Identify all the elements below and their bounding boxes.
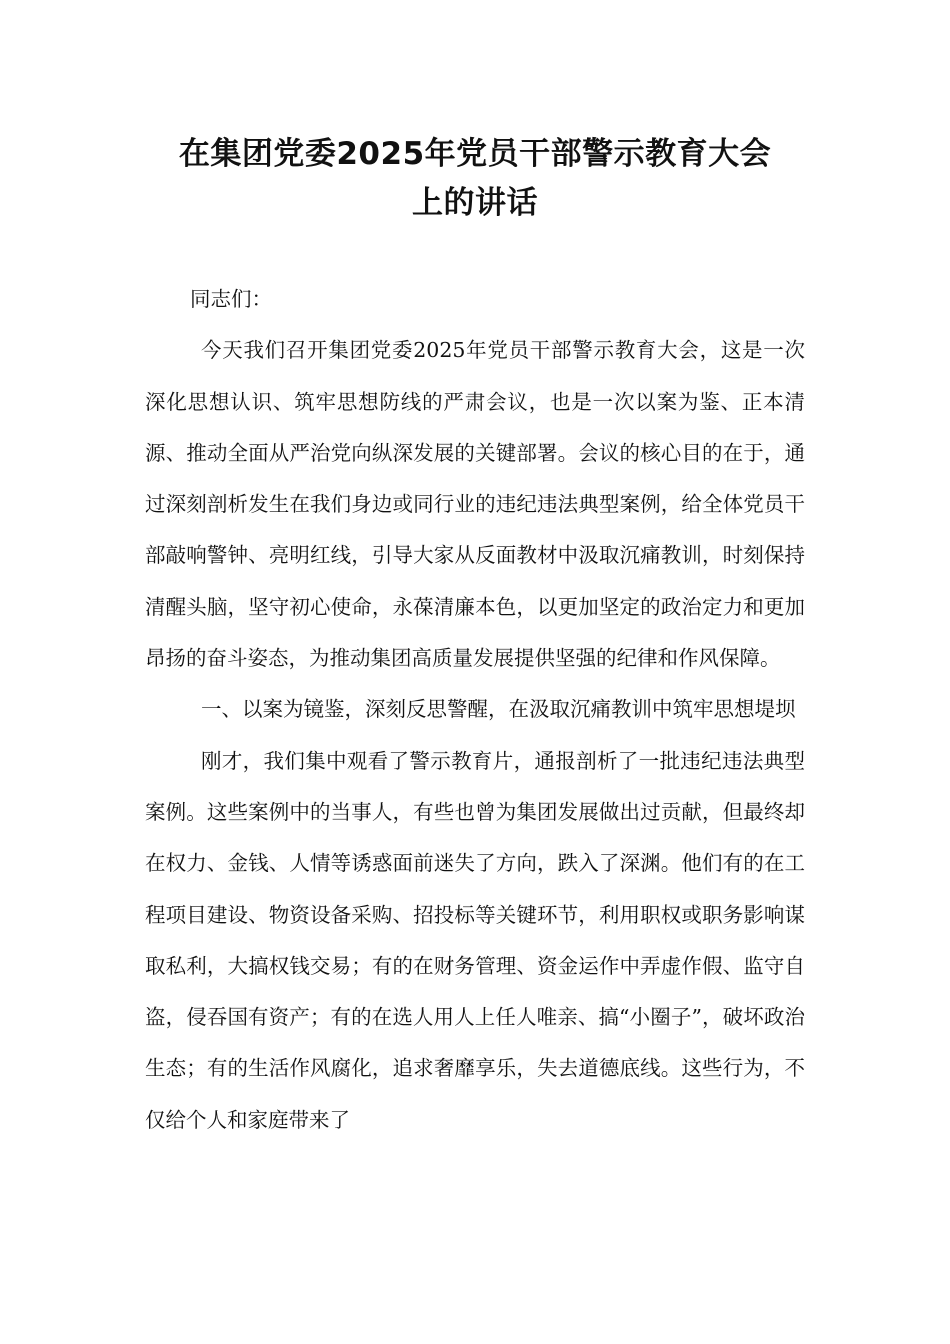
title-line-1: 在集团党委2025年党员干部警示教育大会 bbox=[178, 136, 772, 172]
salutation: 同志们： bbox=[190, 287, 272, 311]
title-line-2: 上的讲话 bbox=[412, 185, 538, 221]
section-heading-1: 一、以案为镜鉴，深刻反思警醒，在汲取沉痛教训中筑牢思想堤坝 bbox=[201, 697, 796, 722]
paragraph-cases: 刚才，我们集中观看了警示教育片，通报剖析了一批违纪违法典型案例。这些案例中的当事人，有些也曾为集团发展做出过贡献，但最终却在权力、金钱、人情等诱惑面前迷失了方向，跌入了深渊。他们有的在工程项目建设、物资设备采购、招投标等关键环节，利用职权或职务影响谋取私利，大搞权钱交易；有的在财务管理、资金运作中弄虚作假、监守自盗，侵吞国有资产；有的在选人用人上任人唯亲、搞“小圈子”，破坏政治生态；有的生活作风腐化，追求奢靡享乐，失去道德底线。这些行为，不仅给个人和家庭带来了 bbox=[145, 748, 805, 1132]
paragraph-opening: 今天我们召开集团党委2025年党员干部警示教育大会，这是一次深化思想认识、筑牢思想防线的严肃会议，也是一次以案为鉴、正本清源、推动全面从严治党向纵深发展的关键部署。会议的核心目的在于，通过深刻剖析发生在我们身边或同行业的违纪违法典型案例，给全体党员干部敲响警钟、亮明红线，引导大家从反面教材中汲取沉痛教训，时刻保持清醒头脑，坚守初心使命，永葆清廉本色，以更加坚定的政治定力和更加昂扬的奋斗姿态，为推动集团高质量发展提供坚强的纪律和作风保障。 bbox=[145, 338, 805, 671]
document-body bbox=[145, 274, 805, 1146]
document-title bbox=[120, 130, 830, 228]
